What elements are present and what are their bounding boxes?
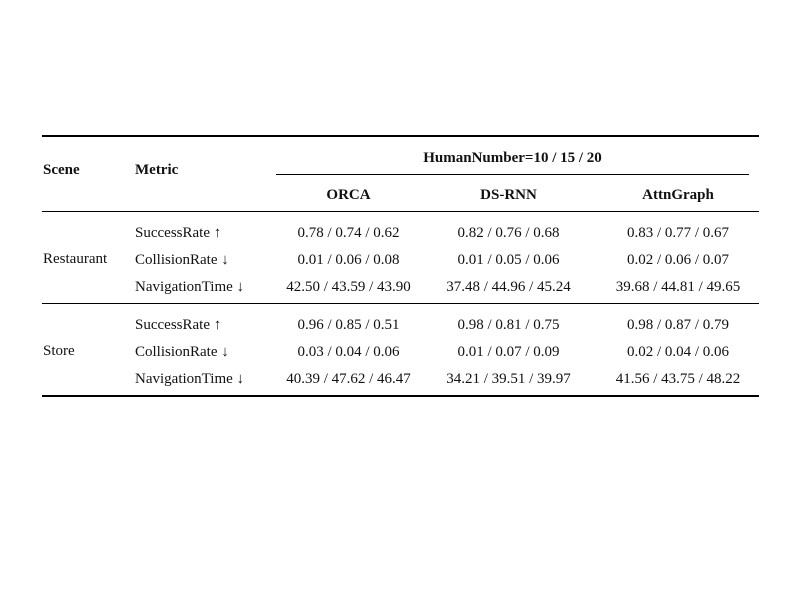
table-cell: 37.48 / 44.96 / 45.24 — [446, 279, 571, 295]
table-cell: 0.78 / 0.74 / 0.62 — [297, 225, 400, 241]
table-cell: 41.56 / 43.75 / 48.22 — [615, 371, 741, 387]
table-cell: 0.01 / 0.07 / 0.09 — [457, 344, 560, 360]
header-metric: Metric — [135, 162, 179, 178]
table-cell: 0.01 / 0.06 / 0.08 — [297, 252, 400, 268]
metric-label: NavigationTime ↓ — [135, 371, 245, 387]
table-cell: 0.96 / 0.85 / 0.51 — [297, 317, 400, 333]
table-cell: 34.21 / 39.51 / 39.97 — [446, 371, 571, 387]
scene-label: Restaurant — [43, 251, 108, 267]
table-cell: 0.82 / 0.76 / 0.68 — [457, 225, 560, 241]
table-cell: 0.98 / 0.87 / 0.79 — [626, 317, 730, 333]
header-sub-rule — [276, 174, 749, 175]
header-scene: Scene — [43, 162, 80, 178]
metric-label: CollisionRate ↓ — [135, 344, 229, 360]
table-cell: 0.01 / 0.05 / 0.06 — [457, 252, 560, 268]
header-method-orca: ORCA — [326, 187, 371, 203]
header-bottom-rule — [42, 211, 759, 212]
metric-label: SuccessRate ↑ — [135, 225, 222, 241]
table-cell: 0.03 / 0.04 / 0.06 — [297, 344, 400, 360]
scene-label: Store — [43, 343, 75, 359]
group-separator-rule — [42, 303, 759, 304]
metric-label: CollisionRate ↓ — [135, 252, 229, 268]
table-cell: 0.02 / 0.06 / 0.07 — [626, 252, 730, 268]
metric-label: SuccessRate ↑ — [135, 317, 222, 333]
top-rule — [42, 135, 759, 137]
metric-label: NavigationTime ↓ — [135, 279, 245, 295]
table-cell: 42.50 / 43.59 / 43.90 — [286, 279, 411, 295]
bottom-rule — [42, 395, 759, 397]
table-cell: 40.39 / 47.62 / 46.47 — [286, 371, 411, 387]
header-group-label: HumanNumber=10 / 15 / 20 — [423, 150, 602, 166]
table-cell: 0.02 / 0.04 / 0.06 — [626, 344, 730, 360]
header-method-attngraph: AttnGraph — [642, 187, 714, 203]
table-cell: 0.83 / 0.77 / 0.67 — [626, 225, 730, 241]
table-cell: 39.68 / 44.81 / 49.65 — [615, 279, 741, 295]
header-method-dsrnn: DS-RNN — [480, 187, 537, 203]
table-cell: 0.98 / 0.81 / 0.75 — [457, 317, 560, 333]
